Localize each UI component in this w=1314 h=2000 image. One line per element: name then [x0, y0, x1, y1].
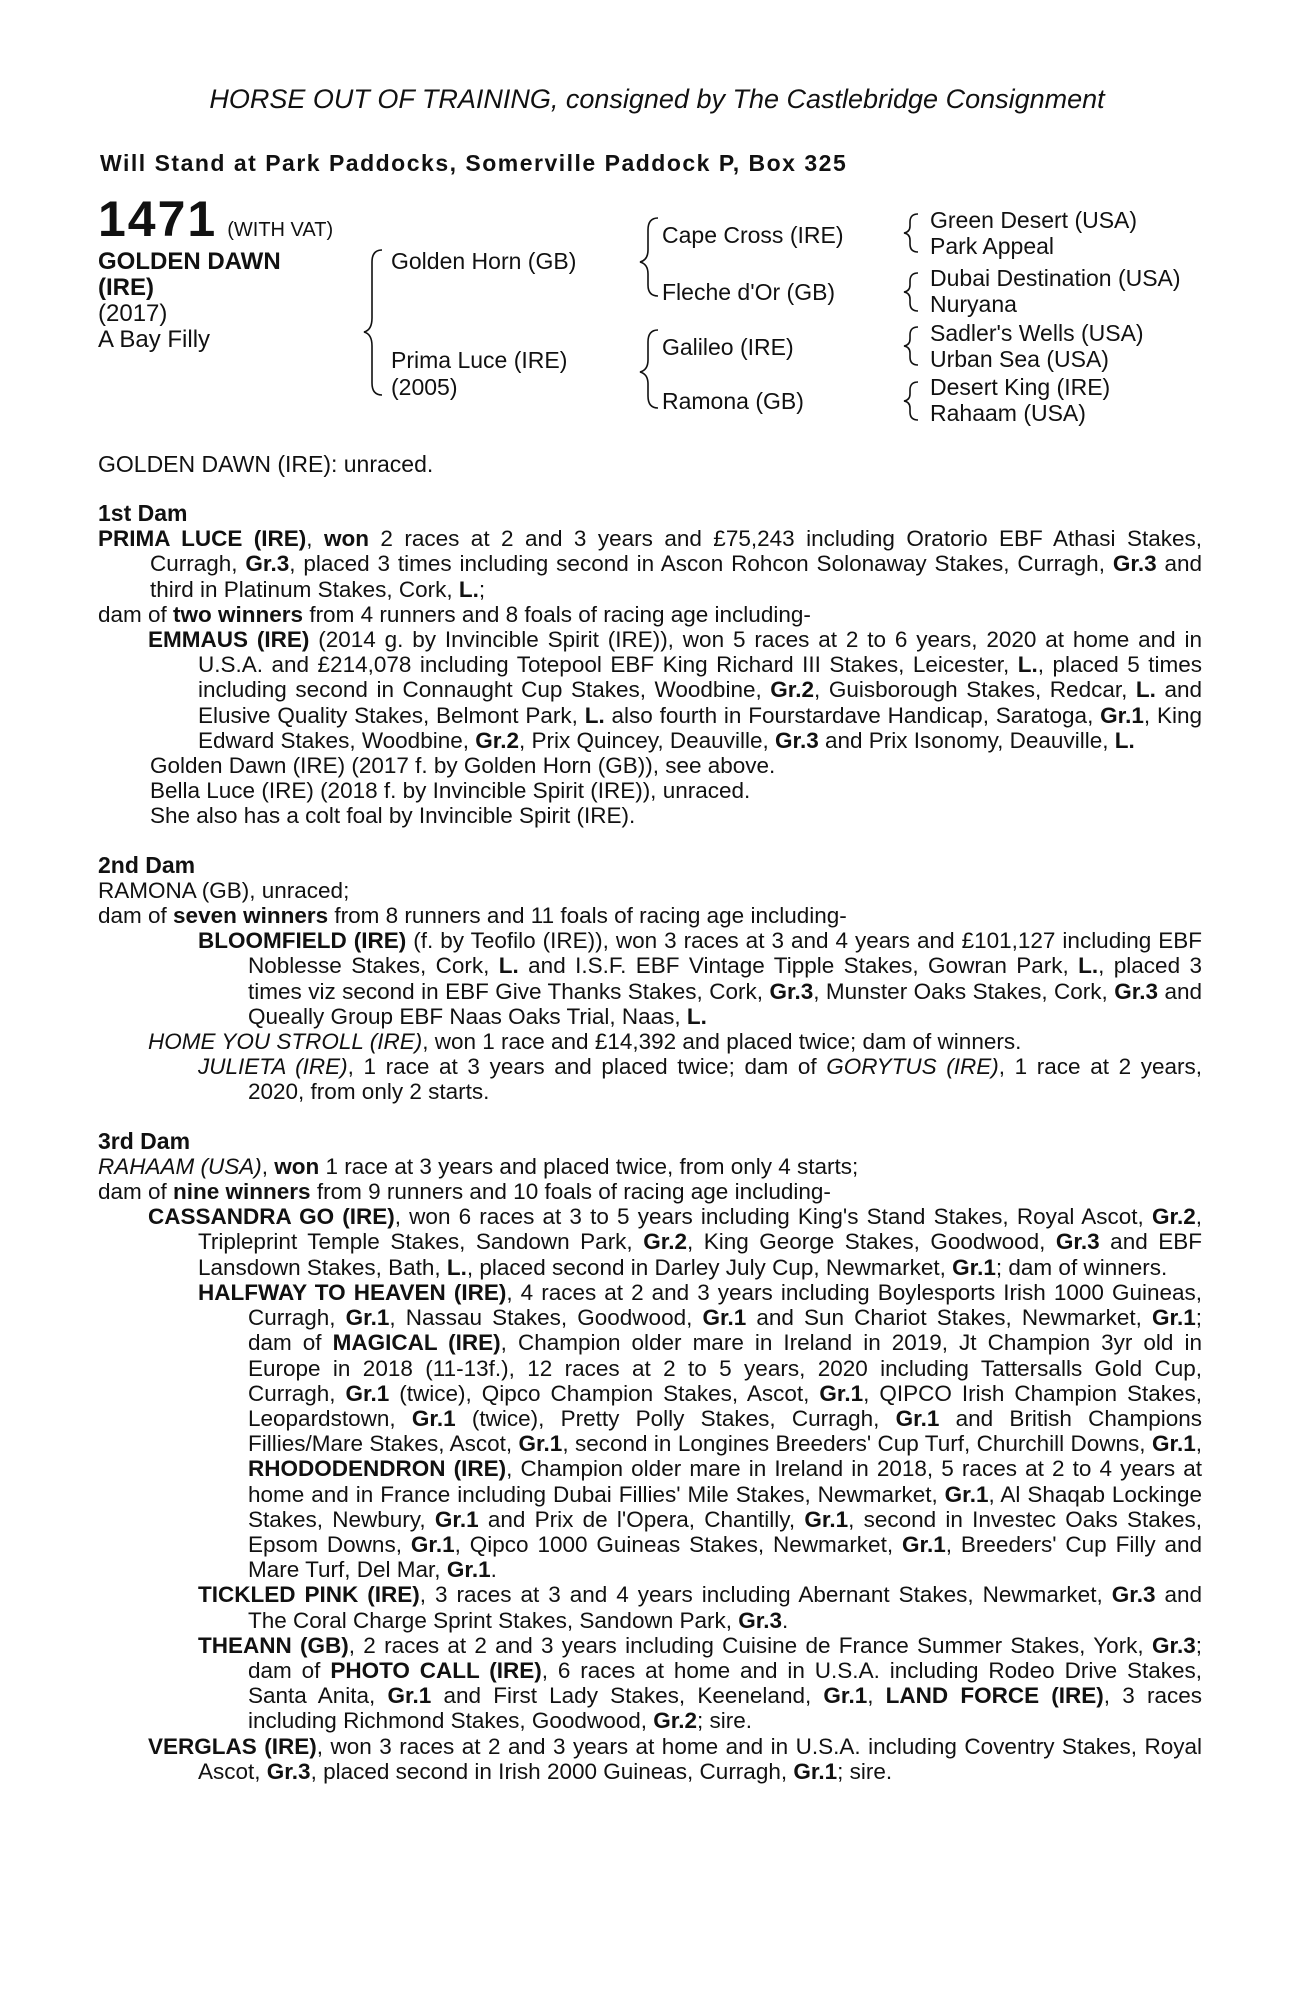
dam-dam-dam: Rahaam (USA): [930, 400, 1086, 426]
first-dam-heading: 1st Dam: [98, 500, 188, 526]
race-record-note: GOLDEN DAWN (IRE): unraced.: [98, 451, 434, 477]
sire: Golden Horn (GB): [391, 248, 577, 274]
produce-entry: HOME YOU STROLL (IRE), won 1 race and £14,392 and placed twice; dam of winners.: [148, 1029, 1022, 1055]
sire-sire: Cape Cross (IRE): [662, 222, 844, 248]
sire-dam-sire: Dubai Destination (USA): [930, 265, 1181, 291]
first-dam-produce-summary: dam of two winners from 4 runners and 8 foals of racing age including-: [98, 601, 811, 627]
produce-entry: CASSANDRA GO (IRE), won 6 races at 3 to 5 years including King's Stand Stakes, Royal Ascot, Gr.2, Tripleprint Temple Stakes, Sandown Park, Gr.2, King George Stakes, Goodwood, Gr.3 and EBF Lansdown Stakes, Bath, L., placed second in Darley July Cup, Newmarket, Gr.1; dam of winners.: [148, 1204, 1203, 1280]
sire-sire-dam: Park Appeal: [930, 233, 1055, 259]
produce-entry: She also has a colt foal by Invincible Spirit (IRE).: [150, 803, 636, 829]
third-dam-heading: 3rd Dam: [98, 1127, 191, 1154]
dam: Prima Luce (IRE): [391, 347, 568, 373]
produce-entry: Bella Luce (IRE) (2018 f. by Invincible Spirit (IRE)), unraced.: [150, 778, 751, 804]
dam-sire-dam: Urban Sea (USA): [930, 346, 1109, 372]
sire-dam: Fleche d'Or (GB): [662, 279, 836, 305]
third-dam-produce-summary: dam of nine winners from 9 runners and 10 foals of racing age including-: [98, 1179, 831, 1205]
produce-entry: HALFWAY TO HEAVEN (IRE), 4 races at 2 and 3 years including Boylesports Irish 1000 Guineas, Curragh, Gr.1, Nassau Stakes, Goodwood, Gr.1 and Sun Chariot Stakes, Newmarket, Gr.1; dam of MAGICAL (IRE), Champion older mare in Ireland in 2019, Jt Champion 3yr old in Europe in 2018 (11-13f.), 12 races at 2 to 5 years, 2020 including Tattersalls Gold Cup, Curragh, Gr.1 (twice), Qipco Champion Stakes, Ascot, Gr.1, QIPCO Irish Champion Stakes, Leopardstown, Gr.1 (twice), Pretty Polly Stakes, Curragh, Gr.1 and British Champions Fillies/Mare Stakes, Ascot, Gr.1, second in Longines Breeders' Cup Turf, Churchill Downs, Gr.1, RHODODENDRON (IRE), Champion older mare in Ireland in 2018, 5 races at 2 to 4 years at home and in France including Dubai Fillies' Mile Stakes, Newmarket, Gr.1, Al Shaqab Lockinge Stakes, Newbury, Gr.1 and Prix de l'Opera, Chantilly, Gr.1, second in Investec Oaks Stakes, Epsom Downs, Gr.1, Qipco 1000 Guineas Stakes, Newmarket, Gr.1, Breeders' Cup Filly and Mare Turf, Del Mar, Gr.1.: [198, 1279, 1203, 1583]
horse-name: GOLDEN DAWN (IRE): [98, 248, 281, 301]
vat-note: (WITH VAT): [227, 219, 334, 241]
sire-dam-dam: Nuryana: [930, 291, 1017, 317]
first-dam-record: PRIMA LUCE (IRE), won 2 races at 2 and 3 years and £75,243 including Oratorio EBF Athasi Stakes, Curragh, Gr.3, placed 3 times including second in Ascon Rohcon Solonaway Stakes, Curragh, Gr.3 and third in Platinum Stakes, Cork, L.;: [98, 526, 1203, 602]
stabling-location: Will Stand at Park Paddocks, Somerville Paddock P, Box 325: [100, 150, 848, 176]
sire-sire-sire: Green Desert (USA): [930, 207, 1138, 233]
dam-foaling-year: (2005): [391, 374, 458, 400]
third-dam-record: RAHAAM (USA), won 1 race at 3 years and placed twice, from only 4 starts;: [98, 1153, 859, 1179]
second-dam-produce-summary: dam of seven winners from 8 runners and 11 foals of racing age including-: [98, 903, 847, 929]
produce-record: [98, 501, 1202, 1784]
produce-entry: THEANN (GB), 2 races at 2 and 3 years including Cuisine de France Summer Stakes, York, Gr.3; dam of PHOTO CALL (IRE), 6 races at home and in U.S.A. including Rodeo Drive Stakes, Santa Anita, Gr.1 and First Lady Stakes, Keeneland, Gr.1, LAND FORCE (IRE), 3 races including Richmond Stakes, Goodwood, Gr.2; sire.: [198, 1632, 1203, 1734]
produce-entry: Golden Dawn (IRE) (2017 f. by Golden Horn (GB)), see above.: [150, 753, 776, 779]
dam-dam: Ramona (GB): [662, 388, 804, 414]
produce-entry: BLOOMFIELD (IRE) (f. by Teofilo (IRE)), won 3 races at 3 and 4 years and £101,127 including EBF Noblesse Stakes, Cork, L. and I.S.F. EBF Vintage Tipple Stakes, Gowran Park, L., placed 3 times viz second in EBF Give Thanks Stakes, Cork, Gr.3, Munster Oaks Stakes, Cork, Gr.3 and Queally Group EBF Naas Oaks Trial, Naas, L.: [198, 928, 1202, 1029]
dam-dam-sire: Desert King (IRE): [930, 374, 1111, 400]
dam-sire-sire: Sadler's Wells (USA): [930, 320, 1144, 346]
produce-entry: VERGLAS (IRE), won 3 races at 2 and 3 years at home and in U.S.A. including Coventry Stakes, Royal Ascot, Gr.3, placed second in Irish 2000 Guineas, Curragh, Gr.1; sire.: [148, 1733, 1202, 1784]
produce-entry: TICKLED PINK (IRE), 3 races at 3 and 4 years including Abernant Stakes, Newmarket, Gr.3 and The Coral Charge Sprint Stakes, Sandown Park, Gr.3.: [198, 1582, 1202, 1633]
consignor-header: HORSE OUT OF TRAINING, consigned by The Castlebridge Consignment: [209, 84, 1105, 114]
produce-entry: EMMAUS (IRE) (2014 g. by Invincible Spirit (IRE)), won 5 races at 2 to 6 years, 2020 at home and in U.S.A. and £214,078 including Totepool EBF King Richard III Stakes, Leicester, L., placed 5 times including second in Connaught Cup Stakes, Woodbine, Gr.2, Guisborough Stakes, Redcar, L. and Elusive Quality Stakes, Belmont Park, L. also fourth in Fourstardave Handicap, Saratoga, Gr.1, King Edward Stakes, Woodbine, Gr.2, Prix Quincey, Deauville, Gr.3 and Prix Isonomy, Deauville, L.: [148, 627, 1203, 753]
second-dam-record: RAMONA (GB), unraced;: [98, 877, 350, 903]
lot-number: 1471: [98, 191, 218, 247]
horse-description: A Bay Filly: [98, 326, 211, 353]
produce-entry: JULIETA (IRE), 1 race at 3 years and placed twice; dam of GORYTUS (IRE), 1 race at 2 years, 2020, from only 2 starts.: [198, 1054, 1202, 1105]
second-dam-heading: 2nd Dam: [98, 851, 196, 878]
dam-sire: Galileo (IRE): [662, 334, 794, 360]
foaling-year: (2017): [98, 300, 168, 327]
